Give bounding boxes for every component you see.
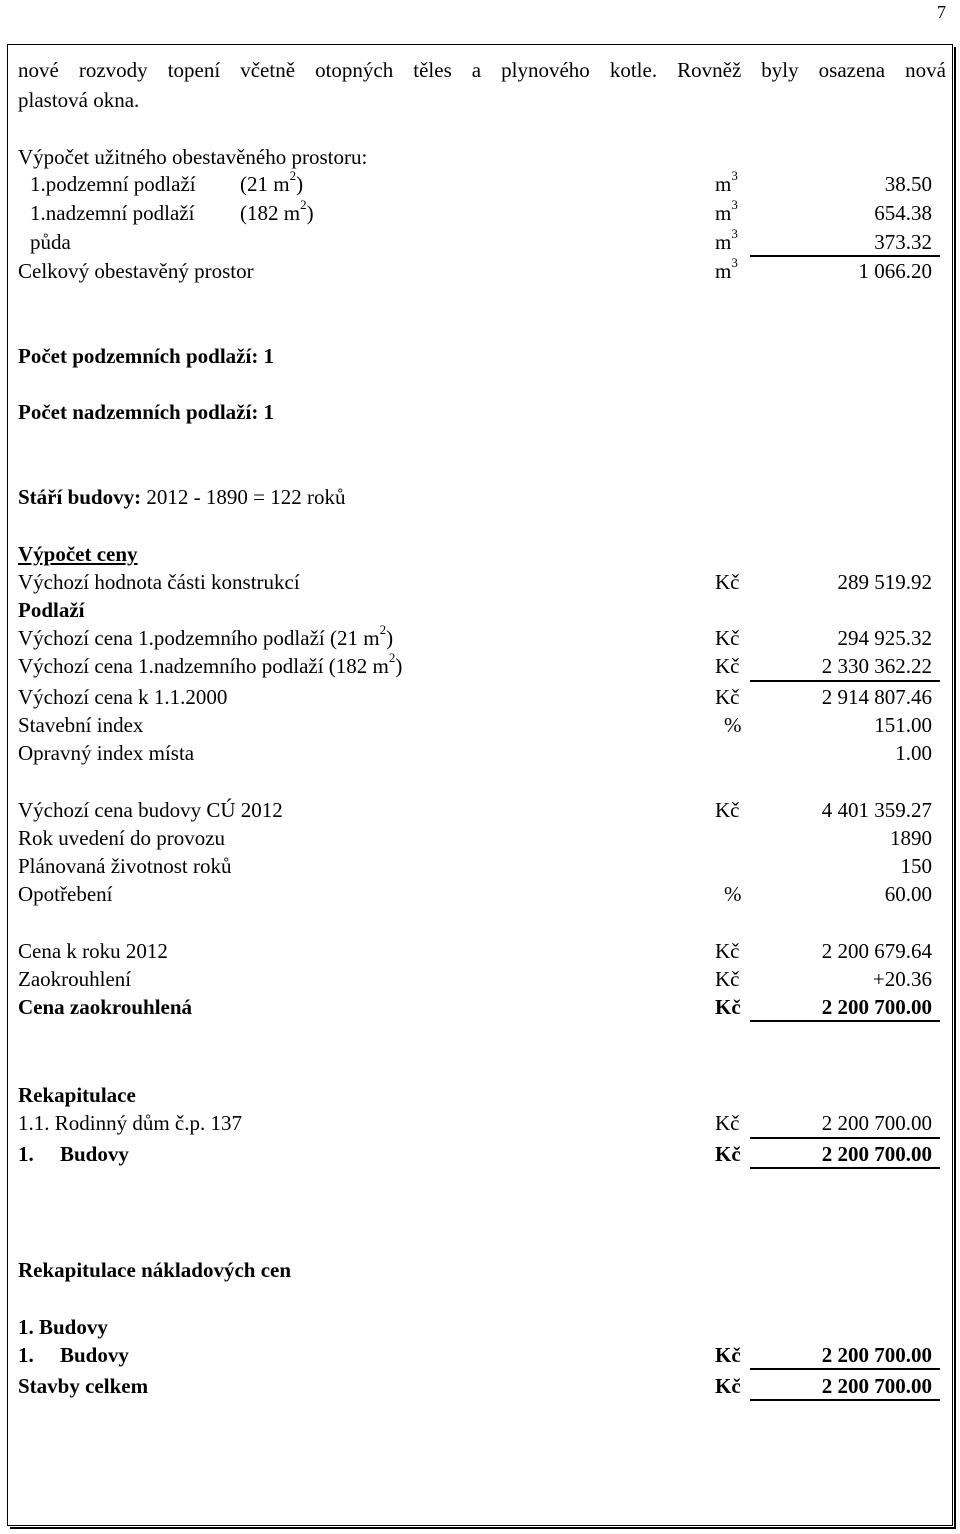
- building-age: Stáří budovy: 2012 - 1890 = 122 roků: [18, 485, 346, 509]
- life-label: Plánovaná životnost roků: [18, 854, 232, 878]
- year-label: Rok uvedení do provozu: [18, 826, 226, 850]
- cost-recap-row1-value: 2 200 700.00: [821, 1343, 932, 1367]
- life-value: 150: [900, 854, 932, 878]
- cost-recap-sub: 1. Budovy: [18, 1315, 108, 1339]
- cost-recap-total-label: Stavby celkem: [18, 1374, 149, 1398]
- cost-recap-row1-label: Budovy: [60, 1343, 129, 1367]
- f2-unit: Kč: [715, 654, 740, 678]
- floors-heading: Podlaží: [18, 598, 85, 622]
- price2012-unit: Kč: [715, 939, 740, 963]
- recap-row2-value: 2 200 700.00: [821, 1142, 932, 1166]
- f2-value: 2 330 362.22: [821, 654, 932, 678]
- corr-value: 1.00: [895, 741, 932, 765]
- recap-heading: Rekapitulace: [18, 1083, 136, 1107]
- volume-row-1-unit: $m^3$: [715, 168, 738, 196]
- floors-underground: Počet podzemních podlaží: 1: [18, 344, 275, 368]
- cost-recap-total-unit: Kč: [715, 1374, 741, 1398]
- volume-sum-rule: [750, 255, 940, 257]
- cu-label: Výchozí cena budovy CÚ 2012: [18, 798, 283, 822]
- cu-value: 4 401 359.27: [821, 798, 932, 822]
- f1-label: Výchozí cena 1.podzemního podlaží (21 $m^2$): [18, 622, 394, 650]
- volume-row-1-label: 1.podzemní podlaží: [30, 172, 196, 196]
- volume-row-2-unit: $m^3$: [715, 197, 738, 225]
- base-unit: Kč: [715, 570, 740, 594]
- recap-row2-rule: [750, 1167, 940, 1169]
- volume-row-2-value: 654.38: [874, 201, 932, 225]
- f1-unit: Kč: [715, 626, 740, 650]
- volume-row-1-area: (21 $m^2$): [240, 168, 304, 196]
- base-label: Výchozí hodnota části konstrukcí: [18, 570, 300, 594]
- price2000-label: Výchozí cena k 1.1.2000: [18, 685, 228, 709]
- recap-row2-label: Budovy: [60, 1142, 129, 1166]
- price2012-label: Cena k roku 2012: [18, 939, 168, 963]
- volume-row-1-value: 38.50: [884, 172, 932, 196]
- wear-value: 60.00: [884, 882, 932, 906]
- wear-unit: %: [724, 882, 742, 906]
- wear-label: Opotřebení: [18, 882, 113, 906]
- intro-line-1: nové rozvody topení včetně otopných těles a plynového kotle. Rovněž byly osazena nová: [18, 58, 946, 82]
- floors-aboveground: Počet nadzemních podlaží: 1: [18, 400, 275, 424]
- round-value: +20.36: [872, 967, 932, 991]
- rounded-value: 2 200 700.00: [821, 995, 932, 1019]
- recap-row2-unit: Kč: [715, 1142, 741, 1166]
- price2000-value: 2 914 807.46: [821, 685, 932, 709]
- volume-row-3-label: půda: [30, 230, 71, 254]
- volume-total-value: 1 066.20: [858, 259, 932, 283]
- index-value: 151.00: [874, 713, 932, 737]
- round-label: Zaokrouhlení: [18, 967, 132, 991]
- rounded-rule: [750, 1020, 940, 1022]
- year-value: 1890: [890, 826, 932, 850]
- price2012-value: 2 200 679.64: [821, 939, 932, 963]
- cost-recap-row1-rule: [750, 1368, 940, 1370]
- cost-recap-row1-num: 1.: [18, 1343, 34, 1367]
- index-label: Stavební index: [18, 713, 144, 737]
- page-number: 7: [937, 2, 946, 22]
- f1-value: 294 925.32: [837, 626, 932, 650]
- recap-row2-num: 1.: [18, 1142, 34, 1166]
- volume-heading: Výpočet užitného obestavěného prostoru:: [18, 145, 368, 169]
- cost-recap-heading: Rekapitulace nákladových cen: [18, 1258, 292, 1282]
- cu-unit: Kč: [715, 798, 740, 822]
- index-unit: %: [724, 713, 742, 737]
- volume-total-unit: $m^3$: [715, 255, 738, 283]
- f2-label: Výchozí cena 1.nadzemního podlaží (182 $m^2$): [18, 650, 403, 678]
- volume-row-3-value: 373.32: [874, 230, 932, 254]
- rounded-unit: Kč: [715, 995, 741, 1019]
- base-value: 289 519.92: [837, 570, 932, 594]
- cost-recap-row1-unit: Kč: [715, 1343, 741, 1367]
- cost-recap-total-rule: [750, 1399, 940, 1401]
- volume-row-3-unit: $m^3$: [715, 226, 738, 254]
- volume-row-2-area: (182 $m^2$): [240, 197, 314, 225]
- volume-row-2-label: 1.nadzemní podlaží: [30, 201, 195, 225]
- floors-sum-rule: [750, 680, 940, 682]
- rounded-label: Cena zaokrouhlená: [18, 995, 193, 1019]
- price2000-unit: Kč: [715, 685, 740, 709]
- recap-row1-label: 1.1. Rodinný dům č.p. 137: [18, 1111, 242, 1135]
- recap-row1-rule: [750, 1137, 940, 1139]
- volume-total-label: Celkový obestavěný prostor: [18, 259, 254, 283]
- recap-row1-unit: Kč: [715, 1111, 740, 1135]
- round-unit: Kč: [715, 967, 740, 991]
- recap-row1-value: 2 200 700.00: [821, 1111, 932, 1135]
- corr-label: Opravný index místa: [18, 741, 195, 765]
- calc-heading: Výpočet ceny: [18, 542, 138, 566]
- intro-line-2: plastová okna.: [18, 88, 140, 112]
- cost-recap-total-value: 2 200 700.00: [821, 1374, 932, 1398]
